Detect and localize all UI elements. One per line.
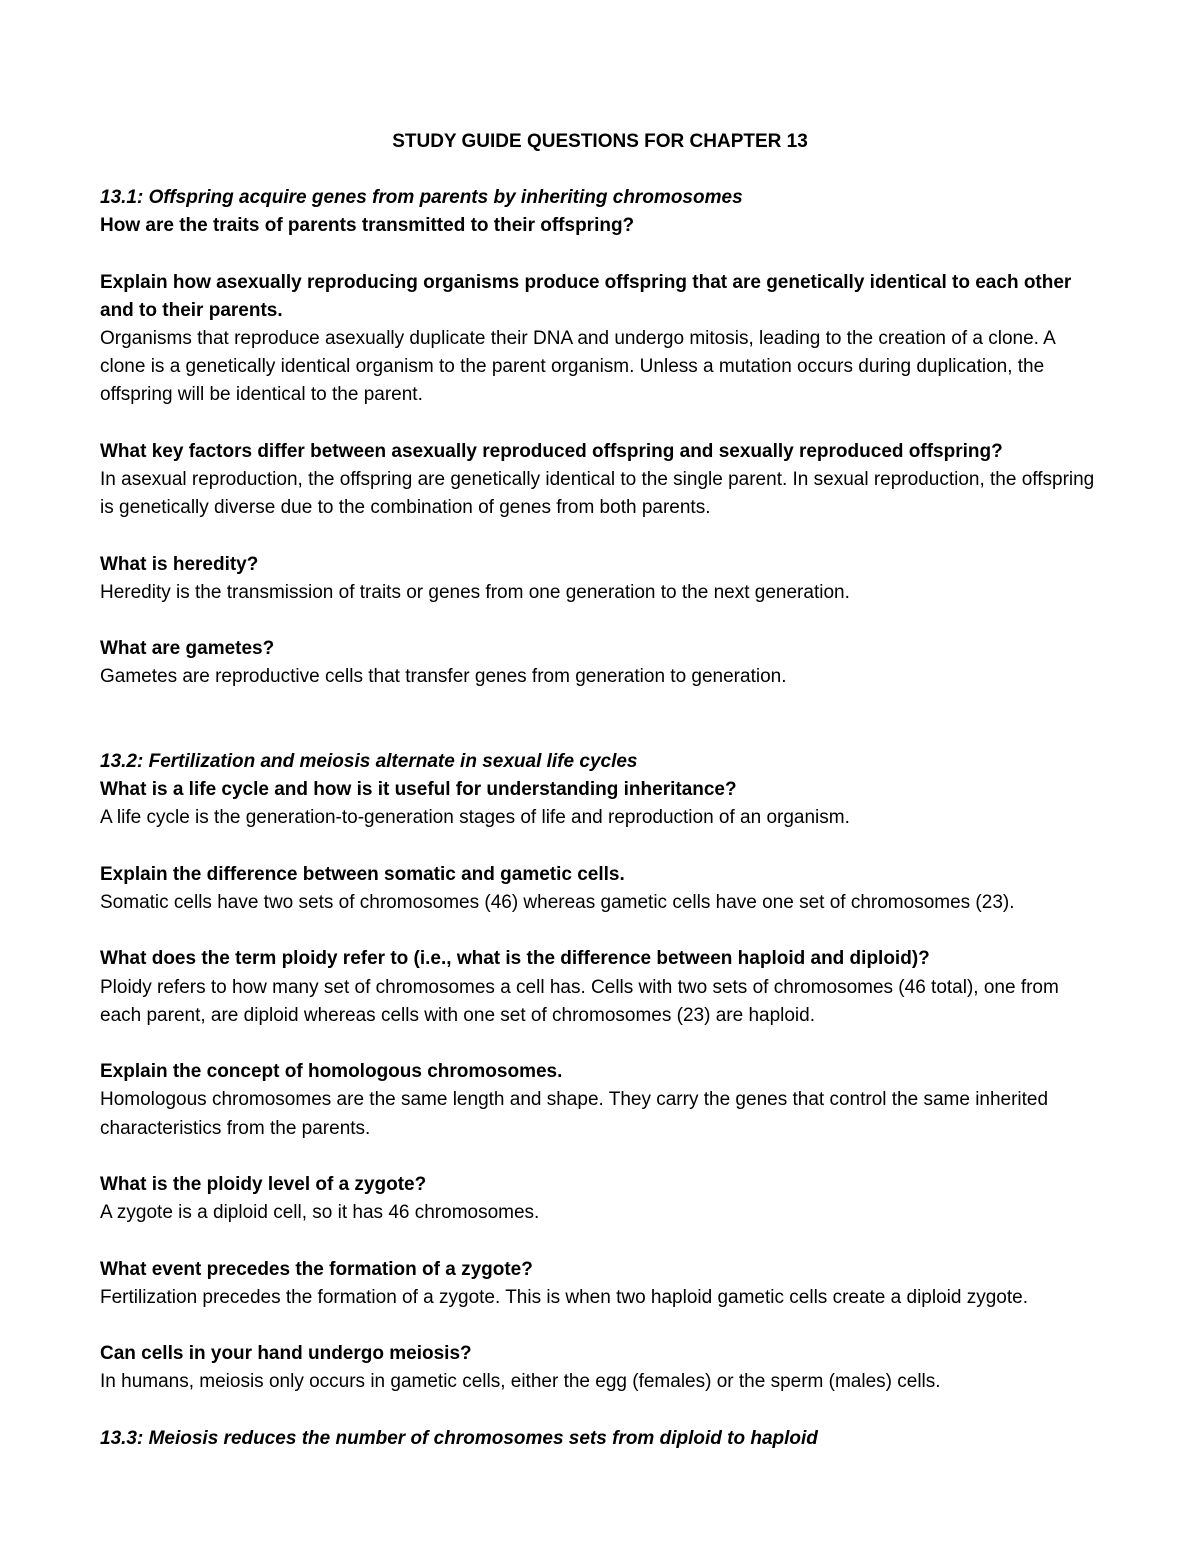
answer-text: Organisms that reproduce asexually duplicate their DNA and undergo mitosis, leading to the creation of a clone. A clone is a genetically identical organism to the parent organism. Unless a mutation occurs during duplication, the offspring will be identical to the parent.	[100, 328, 1055, 406]
answer-text: In asexual reproduction, the offspring are genetically identical to the single parent. In sexual reproduction, the offspring is genetically diverse due to the combination of genes from both parents.	[100, 469, 1095, 519]
answer-text: A zygote is a diploid cell, so it has 46 chromosomes.	[100, 1202, 540, 1224]
question-text: Explain the difference between somatic and gametic cells.	[100, 863, 625, 885]
answer-text: Somatic cells have two sets of chromosomes (46) whereas gametic cells have one set of chromosomes (23).	[100, 891, 1015, 913]
question-text: What is the ploidy level of a zygote?	[100, 1173, 427, 1195]
question-text: Explain how asexually reproducing organisms produce offspring that are genetically identical to each other and to their parents.	[100, 271, 1072, 321]
question-text: Explain the concept of homologous chromosomes.	[100, 1061, 563, 1083]
question-text: What is a life cycle and how is it useful for understanding inheritance?	[100, 779, 737, 801]
document-body	[100, 184, 1100, 1453]
qa-item	[100, 212, 1100, 240]
question-text: What does the term ploidy refer to (i.e., what is the difference between haploid and diploid)?	[100, 948, 930, 970]
qa-item	[100, 551, 1100, 607]
answer-text: In humans, meiosis only occurs in gametic cells, either the egg (females) or the sperm (males) cells.	[100, 1371, 941, 1393]
question-text: What is heredity?	[100, 553, 259, 575]
answer-text: Ploidy refers to how many set of chromosomes a cell has. Cells with two sets of chromosomes (46 total), one from each parent, are diploid whereas cells with one set of chromosomes (23) are haploid.	[100, 976, 1059, 1026]
qa-item	[100, 1256, 1100, 1312]
qa-item	[100, 1340, 1100, 1396]
qa-item	[100, 269, 1100, 410]
qa-item	[100, 861, 1100, 917]
question-text: What event precedes the formation of a zygote?	[100, 1258, 533, 1280]
section-heading-13-2: 13.2: Fertilization and meiosis alternate in sexual life cycles	[100, 750, 638, 772]
qa-item	[100, 776, 1100, 832]
question-text: What key factors differ between asexually reproduced offspring and sexually reproduced offspring?	[100, 440, 1003, 462]
qa-item	[100, 438, 1100, 523]
question-text: What are gametes?	[100, 638, 275, 660]
qa-item	[100, 1058, 1100, 1143]
answer-text: Gametes are reproductive cells that transfer genes from generation to generation.	[100, 666, 787, 688]
question-text: Can cells in your hand undergo meiosis?	[100, 1343, 472, 1365]
answer-text: Heredity is the transmission of traits or genes from one generation to the next generation.	[100, 581, 850, 603]
page-title: STUDY GUIDE QUESTIONS FOR CHAPTER 13	[392, 131, 808, 152]
question-text: How are the traits of parents transmitted to their offspring?	[100, 215, 635, 237]
answer-text: A life cycle is the generation-to-generation stages of life and reproduction of an organism.	[100, 807, 850, 829]
section-heading-13-1: 13.1: Offspring acquire genes from parents by inheriting chromosomes	[100, 187, 743, 208]
qa-item	[100, 945, 1100, 1030]
answer-text: Fertilization precedes the formation of a zygote. This is when two haploid gametic cells create a diploid zygote.	[100, 1286, 1028, 1308]
section-heading-13-3: 13.3: Meiosis reduces the number of chromosomes sets from diploid to haploid	[100, 1427, 818, 1449]
answer-text: Homologous chromosomes are the same length and shape. They carry the genes that control the same inherited characteristics from the parents.	[100, 1089, 1049, 1139]
qa-item	[100, 635, 1100, 691]
qa-item	[100, 1171, 1100, 1227]
